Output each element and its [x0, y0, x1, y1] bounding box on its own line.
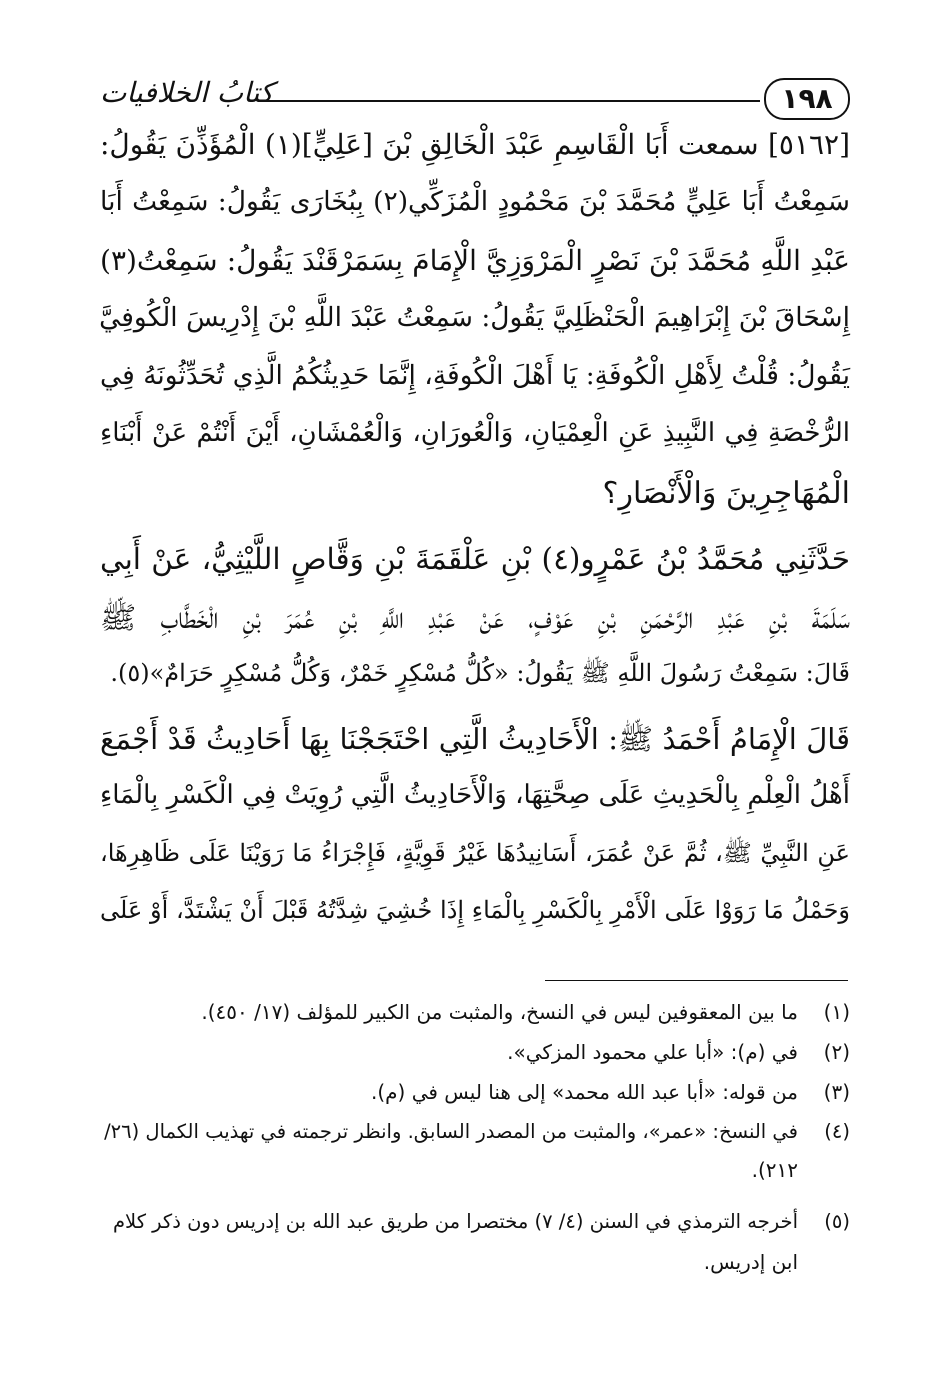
footnote — [100, 1210, 850, 1233]
text-line: عَنِ النَّبِيِّ ﷺ، ثُمَّ عَنْ عُمَرَ، أَسَانِيدُهَا غَيْرُ قَوِيَّةٍ، فَإِجْرَاءُ مَا رَوَيْنَا عَلَى ظَاهِرِهَا، — [100, 839, 850, 867]
footnote-text: في النسخ: «عمر»، والمثبت من المصدر السابق. وانظر ترجمته في تهذيب الكمال (٢٦/ — [104, 1120, 798, 1143]
text-line: [٥١٦٢] سمعت أَبَا الْقَاسِمِ عَبْدَ الْخَالِقِ بْنَ [عَلِيٍّ](١) الْمُؤَذِّنَ يَقُولُ: — [100, 128, 850, 161]
header-rule — [258, 100, 760, 102]
footnote-number: (٢) — [823, 1040, 850, 1064]
footnote-number: (٣) — [823, 1080, 850, 1104]
footnote — [100, 1250, 850, 1274]
page-header — [100, 70, 850, 130]
text-line: إِسْحَاقَ بْنَ إِبْرَاهِيمَ الْحَنْظَلِيَّ يَقُولُ: سَمِعْتُ عَبْدَ اللَّهِ بْنَ إِدْرِيسَ الْكُوفِيَّ — [99, 302, 850, 333]
text-line: قَالَ الْإِمَامُ أَحْمَدُ ﷺ: الْأَحَادِيثُ الَّتِي احْتَجَجْنَا بِهَا أَحَادِيثُ قَدْ أَجْمَعَ — [100, 722, 850, 756]
text-line: عَبْدِ اللَّهِ مُحَمَّدَ بْنَ نَصْرٍ الْمَرْوَزِيَّ الْإِمَامَ بِسَمَرْقَنْدَ يَقُولُ: سَمِعْتُ(٣) — [100, 244, 850, 277]
footnote — [100, 1040, 850, 1064]
text-line: حَدَّثَنِي مُحَمَّدُ بْنُ عَمْرٍو(٤) بْنِ عَلْقَمَةَ بْنِ وَقَّاصٍ اللَّيْثِيُّ، عَنْ أَبِي — [100, 542, 850, 576]
footnote-text: من قوله: «أبا عبد الله محمد» إلى هنا ليس في (م). — [371, 1080, 798, 1104]
footnote — [100, 1158, 850, 1182]
footnote-number: (٥) — [824, 1210, 850, 1233]
text-line: أَهْلُ الْعِلْمِ بِالْحَدِيثِ عَلَى صِحَّتِهَا، وَالْأَحَادِيثُ الَّتِي رُوِيَتْ فِي الْكَسْرِ بِالْمَاءِ — [100, 780, 850, 810]
footnote-number: (١) — [823, 1000, 850, 1024]
footnote-text: أخرجه الترمذي في السنن (٤/ ٧) مختصرا من طريق عبد الله بن إدريس دون ذكر كلام — [112, 1210, 798, 1233]
text-line: سَلَمَةَ بْنِ عَبْدِ الرَّحْمَنِ بْنِ عَوْفٍ، عَنْ عَبْدِ اللَّهِ بْنِ عُمَرَ بْنِ الْخَطَّابِ ﷺ — [100, 601, 850, 636]
text-line: سَمِعْتُ أَبَا عَلِيٍّ مُحَمَّدَ بْنَ مَحْمُودٍ الْمُزَكِّي(٢) بِبُخَارَى يَقُولُ: سَمِعْتُ أَبَا — [100, 186, 851, 217]
text-line: قَالَ: سَمِعْتُ رَسُولَ اللَّهِ ﷺ يَقُولُ: «كُلُّ مُسْكِرٍ خَمْرٌ، وَكُلُّ مُسْكِرٍ حَرَامٌ»(٥). — [110, 659, 850, 687]
text-line: الْمُهَاجِرِينَ وَالْأَنْصَارِ؟ — [602, 476, 850, 511]
footnote-separator — [545, 980, 848, 981]
footnote-text: ما بين المعقوفين ليس في النسخ، والمثبت من الكبير للمؤلف (١٧/ ٤٥٠). — [201, 1000, 798, 1024]
text-line: وَحَمْلُ مَا رَوَوْا عَلَى الْأَمْرِ بِالْكَسْرِ بِالْمَاءِ إِذَا خُشِيَ شِدَّتُهُ قَبْلَ أَنْ يَشْتَدَّ، أَوْ عَلَى — [100, 896, 850, 924]
footnote — [100, 1000, 850, 1024]
page-number: ١٩٨ — [764, 78, 850, 120]
footnote-text: في (م): «أبا علي محمود المزكي». — [507, 1040, 798, 1064]
footnote-text: ٢١٢). — [751, 1158, 798, 1182]
text-line: يَقُولُ: قُلْتُ لِأَهْلِ الْكُوفَةِ: يَا أَهْلَ الْكُوفَةِ، إِنَّمَا حَدِيثُكُمُ الَّذِي تُحَدِّثُونَهُ فِي — [100, 360, 850, 391]
text-line: الرُّخْصَةِ فِي النَّبِيذِ عَنِ الْعِمْيَانِ، وَالْعُورَانِ، وَالْعُمْشَانِ، أَيْنَ أَنْتُمْ عَنْ أَبْنَاءِ — [100, 418, 850, 448]
footnote-text: ابن إدريس. — [703, 1250, 798, 1274]
footnote — [100, 1120, 850, 1143]
book-title: كتابُ الخلافيات — [100, 76, 274, 109]
footnote-number: (٤) — [824, 1120, 850, 1143]
footnote — [100, 1080, 850, 1104]
